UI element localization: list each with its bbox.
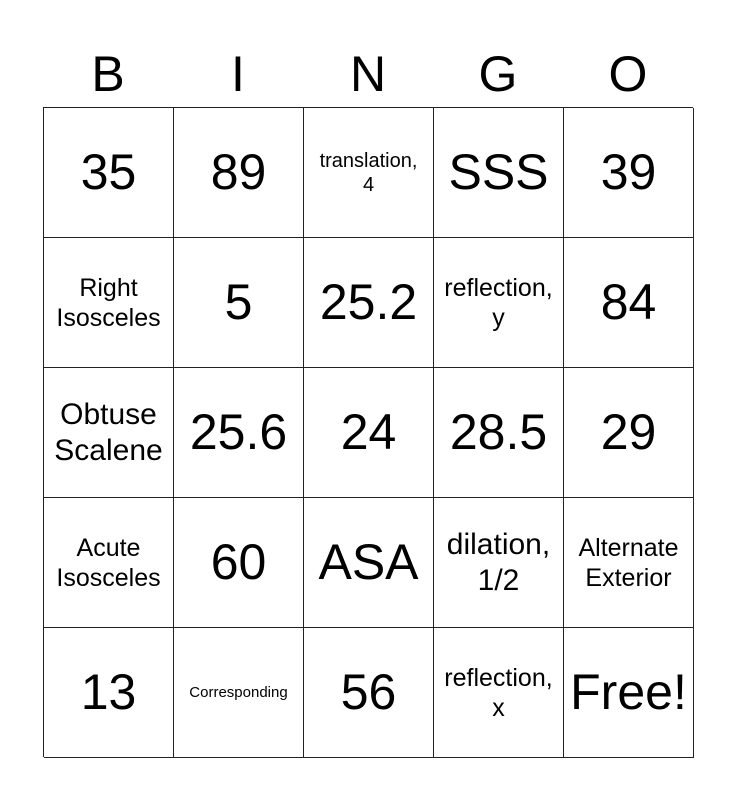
bingo-header <box>43 42 693 106</box>
bingo-cell-i-3[interactable]: 25.6 <box>174 368 304 498</box>
header-letter-i: I <box>231 46 245 102</box>
bingo-cell-g-5[interactable]: reflection, x <box>434 628 564 758</box>
bingo-cell-o-3[interactable]: 29 <box>564 368 694 498</box>
header-letter-b: B <box>91 46 125 102</box>
bingo-cell-b-2[interactable]: Right Isosceles <box>44 238 174 368</box>
bingo-cell-b-5[interactable]: 13 <box>44 628 174 758</box>
bingo-cell-o-2[interactable]: 84 <box>564 238 694 368</box>
bingo-board <box>43 107 693 757</box>
bingo-cell-n-5[interactable]: 56 <box>304 628 434 758</box>
bingo-cell-g-4[interactable]: dilation, 1/2 <box>434 498 564 628</box>
bingo-cell-i-5[interactable]: Corresponding <box>174 628 304 758</box>
bingo-cell-g-2[interactable]: reflection, y <box>434 238 564 368</box>
bingo-cell-n-4[interactable]: ASA <box>304 498 434 628</box>
header-letter-n: N <box>349 46 387 102</box>
bingo-cell-g-3[interactable]: 28.5 <box>434 368 564 498</box>
bingo-cell-b-4[interactable]: Acute Isosceles <box>44 498 174 628</box>
bingo-cell-i-1[interactable]: 89 <box>174 108 304 238</box>
bingo-cell-o-5[interactable]: Free! <box>564 628 694 758</box>
header-letter-g: G <box>478 46 518 102</box>
bingo-cell-b-3[interactable]: Obtuse Scalene <box>44 368 174 498</box>
bingo-cell-n-3[interactable]: 24 <box>304 368 434 498</box>
header-letter-o: O <box>608 46 648 102</box>
bingo-cell-o-1[interactable]: 39 <box>564 108 694 238</box>
bingo-cell-b-1[interactable]: 35 <box>44 108 174 238</box>
bingo-cell-n-1[interactable]: translation, 4 <box>304 108 434 238</box>
bingo-cell-o-4[interactable]: Alternate Exterior <box>564 498 694 628</box>
bingo-cell-n-2[interactable]: 25.2 <box>304 238 434 368</box>
bingo-cell-i-4[interactable]: 60 <box>174 498 304 628</box>
bingo-cell-i-2[interactable]: 5 <box>174 238 304 368</box>
bingo-cell-g-1[interactable]: SSS <box>434 108 564 238</box>
